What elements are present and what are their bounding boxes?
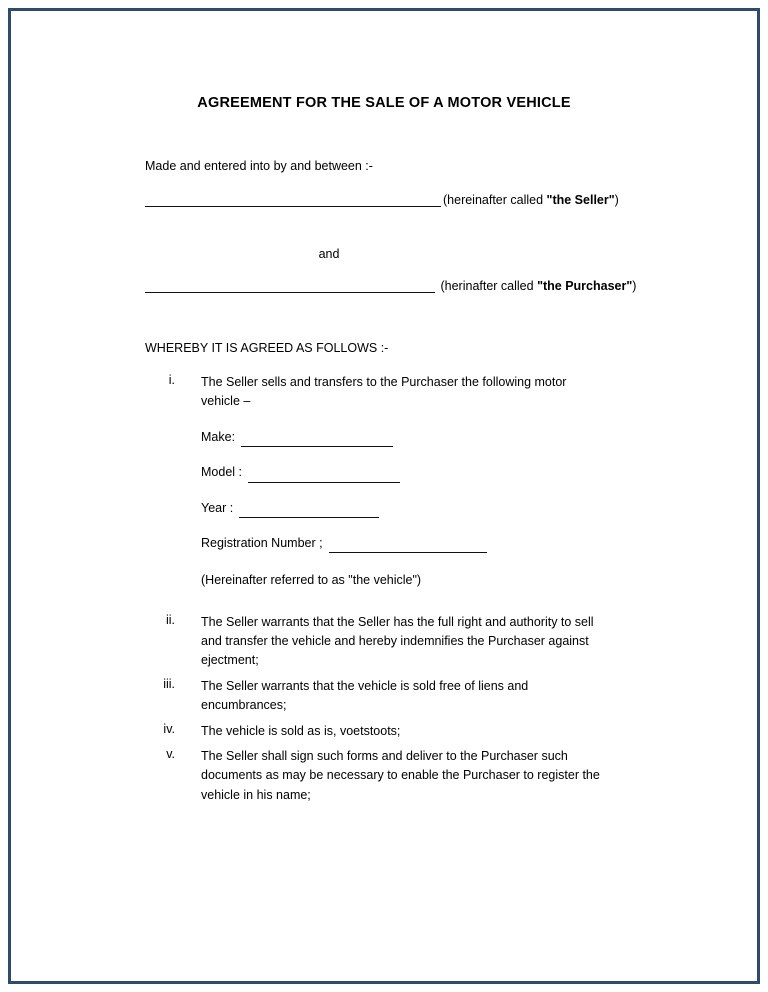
seller-caption-bold: "the Seller" [546,193,615,207]
purchaser-name-field[interactable] [145,279,435,293]
clause-item [145,722,693,741]
clause-item [145,373,693,412]
clause-item [145,677,693,716]
and-label: and [318,247,340,261]
clause-item [145,747,693,805]
document-page [15,15,753,977]
model-label: Model : [201,465,242,480]
year-field-row [201,499,601,518]
seller-caption [441,193,619,207]
purchaser-caption-text: (herinafter called [440,279,538,293]
clause-list [145,373,693,805]
model-input[interactable] [248,470,400,483]
make-field-row [201,428,601,447]
clause-text: The Seller warrants that the Seller has the full right and authority to sell and transfer the vehicle and hereby indemnifies the Purchaser against ejectment; [201,614,594,668]
clause-text: The Seller warrants that the vehicle is sold free of liens and encumbrances; [201,678,529,713]
clause-text: The vehicle is sold as is, voetstoots; [201,723,401,738]
model-field-row [201,463,601,482]
registration-field-row [201,534,601,553]
purchaser-caption-end: ) [632,279,637,293]
purchaser-caption-bold: "the Purchaser" [537,279,633,293]
page-title: AGREEMENT FOR THE SALE OF A MOTOR VEHICLE [197,95,571,111]
clause-number: ii. [165,612,175,627]
seller-caption-text: (hereinafter called [443,193,547,207]
intro-text: Made and entered into by and between :- [145,159,373,173]
vehicle-note: (Hereinafter referred to as "the vehicle") [201,573,422,588]
clause-text: The Seller shall sign such forms and deliver to the Purchaser such documents as may be necessary to enable the Purchaser to register the vehicle in his name; [201,748,600,802]
whereby-heading: WHEREBY IT IS AGREED AS FOLLOWS :- [145,341,389,355]
registration-input[interactable] [329,540,487,553]
clause-number: iii. [163,676,175,691]
vehicle-fields-block [145,414,693,611]
clause-item [145,613,693,671]
document-body [15,159,753,805]
clause-number-spacer [145,414,201,611]
registration-label: Registration Number ; [201,535,323,550]
document-page-border [8,8,760,984]
seller-caption-end: ) [614,193,619,207]
purchaser-caption [435,279,636,293]
clause-text: The Seller sells and transfers to the Purchaser the following motor vehicle – [201,375,567,409]
clause-number: v. [166,746,175,761]
make-input[interactable] [241,434,393,447]
seller-name-field[interactable] [145,193,441,207]
clause-number: i. [168,373,175,387]
seller-row [145,193,693,207]
clause-number: iv. [163,721,175,736]
purchaser-row [145,279,693,293]
year-label: Year : [201,500,234,515]
make-label: Make: [201,429,236,444]
vehicle-fields [201,414,601,611]
year-input[interactable] [239,505,379,518]
